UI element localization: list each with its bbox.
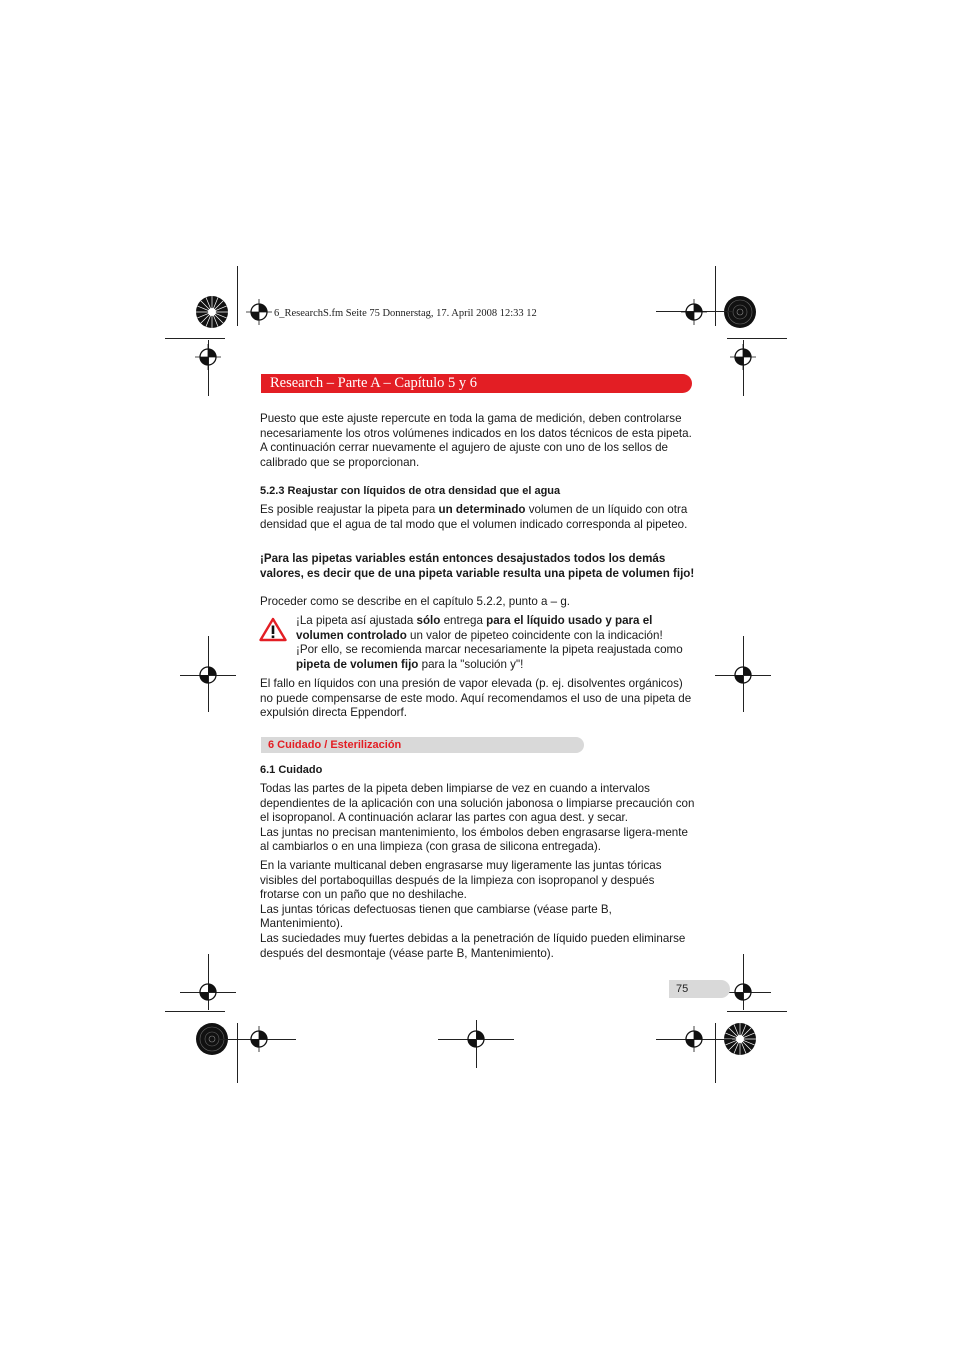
paragraph-text: Las juntas no precisan mantenimiento, los émbolos deben engrasarse ligera-mente al cambiarlos o en una limpieza (con grasa de silicona entregada).: [260, 825, 688, 854]
crop-mark: [715, 1023, 716, 1083]
paragraph: [260, 412, 696, 470]
registration-crosshair-icon: [681, 299, 707, 325]
paragraph: [260, 782, 696, 855]
section-title-bar: [261, 374, 692, 393]
text-run: para la "solución y"!: [418, 657, 524, 671]
registration-crosshair-icon: [730, 344, 756, 370]
text-run-bold: pipeta de volumen fijo: [296, 657, 419, 671]
paragraph: [260, 595, 696, 610]
page-number-tab: [669, 980, 730, 998]
registration-crosshair-icon: [246, 299, 272, 325]
paragraph-text: Proceder como se describe en el capítulo 5.2.2, punto a – g.: [260, 595, 571, 608]
text-run-bold: para el líquido usado y para el volumen controlado: [296, 614, 653, 642]
section-title: Research – Parte A – Capítulo 5 y 6: [270, 375, 477, 391]
crop-mark: [727, 338, 787, 339]
paragraph-text: Todas las partes de la pipeta deben limpiarse de vez en cuando a intervalos dependientes de la aplicación con una solución jabonosa o limpiarse precaución con el isopropanol. A continuación aclarar las partes con agua dest. y secar.: [260, 782, 695, 825]
paragraph: [260, 503, 696, 532]
paragraph-text: Puesto que este ajuste repercute en toda la gama de medición, deben controlarse necesariamente los otros volúmenes indicados en los datos técnicos de esta pipeta. A continuación cerrar nuevamente el agujero de ajuste con uno de los sellos de calibrado que se proporcionan.: [260, 412, 692, 469]
text-run: ¡La pipeta así ajustada: [296, 614, 417, 627]
registration-crosshair-icon: [730, 662, 756, 688]
paragraph-text: Las juntas tóricas defectuosas tienen que cambiarse (véase parte B, Mantenimiento).: [260, 902, 612, 931]
crop-mark: [165, 1011, 225, 1012]
paragraph: [260, 677, 696, 721]
registration-crosshair-icon: [195, 662, 221, 688]
paragraph-text: Las suciedades muy fuertes debidas a la penetración de líquido pueden eliminarse después del desmontaje (véase parte B, Mantenimiento).: [260, 931, 686, 960]
registration-crosshair-icon: [195, 979, 221, 1005]
crop-mark: [715, 266, 716, 326]
subsection-heading: 5.2.3 Reajustar con líquidos de otra densidad que el agua: [260, 485, 561, 497]
subsection-heading: 6.1 Cuidado: [260, 764, 323, 776]
text-run: un valor de pipeteo coincidente con la indicación!: [406, 628, 663, 642]
warning-text: [296, 614, 696, 672]
registration-crosshair-icon: [730, 979, 756, 1005]
text-run: volumen de un líquido con otra densidad que el agua de tal modo que el volumen indicado corresponda al pipeteo.: [260, 503, 688, 531]
paragraph-text: En la variante multicanal deben engrasarse muy ligeramente las juntas tóricas visibles del portaboquillas después de la limpieza con isopropanol y después frotarse con un paño que no deshilache.: [260, 859, 662, 902]
crop-mark: [165, 338, 225, 339]
registration-starburst-icon: [195, 295, 229, 329]
registration-starburst-icon: [723, 295, 757, 329]
text-run-bold: sólo: [416, 614, 441, 627]
text-run: ¡Por ello, se recomienda marcar necesariamente la pipeta reajustada como: [296, 643, 683, 657]
registration-crosshair-icon: [246, 1026, 272, 1052]
text-run: entrega: [440, 614, 487, 627]
text-run: Es posible reajustar la pipeta para: [260, 503, 439, 516]
file-meta-header: 6_ResearchS.fm Seite 75 Donnerstag, 17. April 2008 12:33 12: [274, 308, 537, 319]
paragraph-bold: [260, 552, 696, 581]
text-run-bold: un determinado: [438, 503, 526, 516]
warning-triangle-icon: [259, 617, 287, 642]
registration-crosshair-icon: [681, 1026, 707, 1052]
section6-title: 6 Cuidado / Esterilización: [268, 739, 402, 751]
paragraph-text: ¡Para las pipetas variables están entonces desajustados todos los demás valores, es decir que de una pipeta variable resulta una pipeta de volumen fijo!: [260, 552, 695, 580]
paragraph: [260, 859, 696, 961]
crop-mark: [727, 1011, 787, 1012]
section6-title-bar: [261, 737, 584, 753]
registration-crosshair-icon: [195, 344, 221, 370]
registration-crosshair-icon: [463, 1026, 489, 1052]
paragraph-text: El fallo en líquidos con una presión de vapor elevada (p. ej. disolventes orgánicos) no puede compensarse de este modo. Aquí recomendamos el uso de una pipeta de expulsión directa Eppendorf.: [260, 677, 692, 720]
crop-mark: [237, 266, 238, 326]
page-number: 75: [676, 983, 689, 995]
crop-mark: [237, 1023, 238, 1083]
